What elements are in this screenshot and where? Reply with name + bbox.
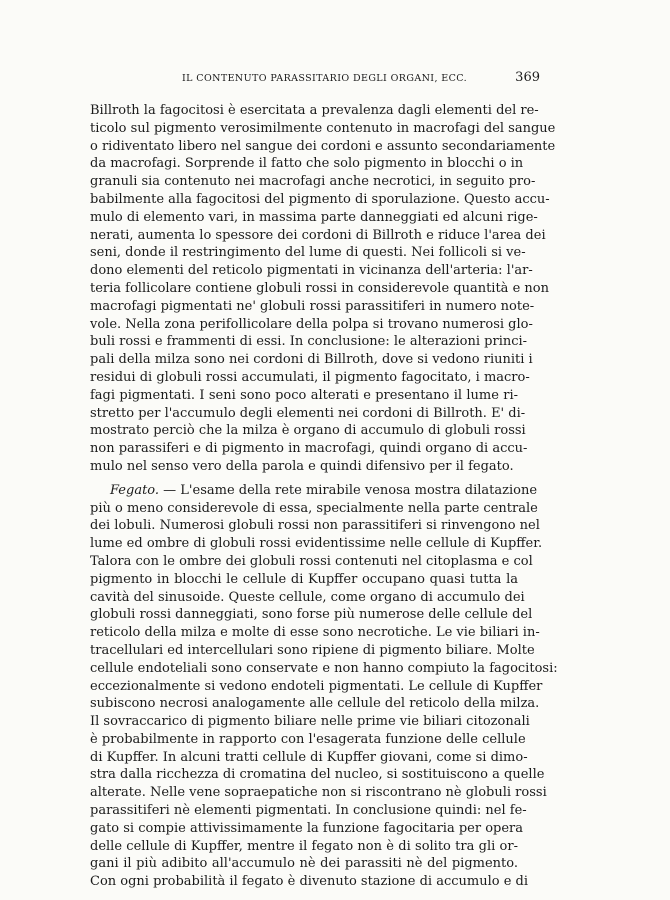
running-title: IL CONTENUTO PARASSITARIO DEGLI ORGANI, ECC. [182, 73, 468, 84]
text-line-rest: — L'esame della rete mirabile venosa mostra dilatazione [159, 482, 538, 498]
text-line: è probabilmente in rapporto con l'esagerata funzione delle cellule [90, 731, 526, 747]
text-line: fagi pigmentati. I seni sono poco alterati e presentano il lume ri- [90, 387, 518, 403]
text-line: lume ed ombre di globuli rossi evidentissime nelle cellule di Kupffer. [90, 536, 543, 552]
text-line: alterate. Nelle vene sopraepatiche non si riscontrano nè globuli rossi [90, 785, 547, 801]
text-line: globuli rossi danneggiati, sono forse più numerose delle cellule del [90, 607, 533, 623]
text-line: gani il più adibito all'accumulo nè dei parassiti nè del pigmento. [90, 856, 518, 872]
text-line: reticolo della milza e molte di esse sono necrotiche. Le vie biliari in- [90, 625, 540, 641]
section-lead: Fegato. [110, 482, 160, 498]
text-line: subiscono necrosi analogamente alle cellule del reticolo della milza. [90, 696, 540, 712]
text-line: pali della milza sono nei cordoni di Billroth, dove si vedono riuniti i [90, 352, 533, 368]
text-line: eccezionalmente si vedono endoteli pigmentati. Le cellule di Kupffer [90, 678, 543, 694]
text-line: seni, donde il restringimento del lume di questi. Nei follicoli si ve- [90, 245, 526, 261]
text-line: ticolo sul pigmento verosimilmente contenuto in macrofagi del sangue [90, 120, 556, 136]
text-line: dono elementi del reticolo pigmentati in vicinanza dell'arteria: l'ar- [90, 263, 533, 279]
text-line: Talora con le ombre dei globuli rossi contenuti nel citoplasma e col [90, 553, 533, 569]
text-line: delle cellule di Kupffer, mentre il fegato non è di solito tra gli or- [90, 838, 518, 854]
text-line: teria follicolare contiene globuli rossi in considerevole quantità e non [90, 280, 549, 296]
text-line: parassitiferi nè elementi pigmentati. In conclusione quindi: nel fe- [90, 803, 527, 819]
body-text [90, 102, 558, 891]
text-line: dei lobuli. Numerosi globuli rossi non parassitiferi si rinvengono nel [90, 518, 540, 534]
text-line: più o meno considerevole di essa, specialmente nella parte centrale [90, 500, 538, 516]
text-line: buli rossi e frammenti di essi. In conclusione: le alterazioni princi- [90, 334, 528, 350]
text-line: vole. Nella zona perifollicolare della polpa si trovano numerosi glo- [90, 316, 533, 332]
text-line [90, 482, 538, 500]
text-line: Il sovraccarico di pigmento biliare nelle prime vie biliari citozonali [90, 714, 530, 730]
text-line: Con ogni probabilità il fegato è divenuto stazione di accumulo e di [90, 874, 529, 890]
text-line: mostrato perciò che la milza è organo di accumulo di globuli rossi [90, 423, 526, 439]
text-line: di Kupffer. In alcuni tratti cellule di Kupffer giovani, come si dimo- [90, 749, 528, 765]
text-line: nerati, aumenta lo spessore dei cordoni di Billroth e riduce l'area dei [90, 227, 546, 243]
text-line: gato si compie attivissimamente la funzione fagocitaria per opera [90, 820, 524, 836]
text-line: mulo di elemento vari, in massima parte danneggiati ed alcuni rige- [90, 209, 538, 225]
text-line: residui di globuli rossi accumulati, il pigmento fagocitato, i macro- [90, 369, 530, 385]
text-line: non parassiferi e di pigmento in macrofagi, quindi organo di accu- [90, 441, 528, 457]
text-line: o ridiventato libero nel sangue dei cordoni e assunto secondariamente [90, 138, 556, 154]
text-line: babilmente alla fagocitosi del pigmento di sporulazione. Questo accu- [90, 191, 550, 207]
text-line: cellule endoteliali sono conservate e non hanno compiuto la fagocitosi: [90, 660, 558, 676]
text-line: da macrofagi. Sorprende il fatto che solo pigmento in blocchi o in [90, 156, 524, 172]
paragraph-fegato [90, 482, 558, 891]
text-line: tracellulari ed intercellulari sono ripiene di pigmento biliare. Molte [90, 642, 535, 658]
text-line: macrofagi pigmentati ne' globuli rossi parassitiferi in numero note- [90, 298, 535, 314]
page-header [90, 70, 540, 90]
text-line: granuli sia contenuto nei macrofagi anche necrotici, in seguito pro- [90, 174, 536, 190]
text-line: cavità del sinusoide. Queste cellule, come organo di accumulo dei [90, 589, 525, 605]
text-line: stra dalla ricchezza di cromatina del nucleo, si sostituiscono a quelle [90, 767, 545, 783]
text-line: mulo nel senso vero della parola e quindi difensivo per il fegato. [90, 458, 514, 474]
text-line: Billroth la fagocitosi è esercitata a prevalenza dagli elementi del re- [90, 103, 539, 118]
page-number: 369 [515, 70, 540, 85]
paragraph-milza [90, 102, 556, 476]
text-line: stretto per l'accumulo degli elementi nei cordoni di Billroth. E' di- [90, 405, 526, 421]
text-line: pigmento in blocchi le cellule di Kupffer occupano quasi tutta la [90, 571, 518, 587]
